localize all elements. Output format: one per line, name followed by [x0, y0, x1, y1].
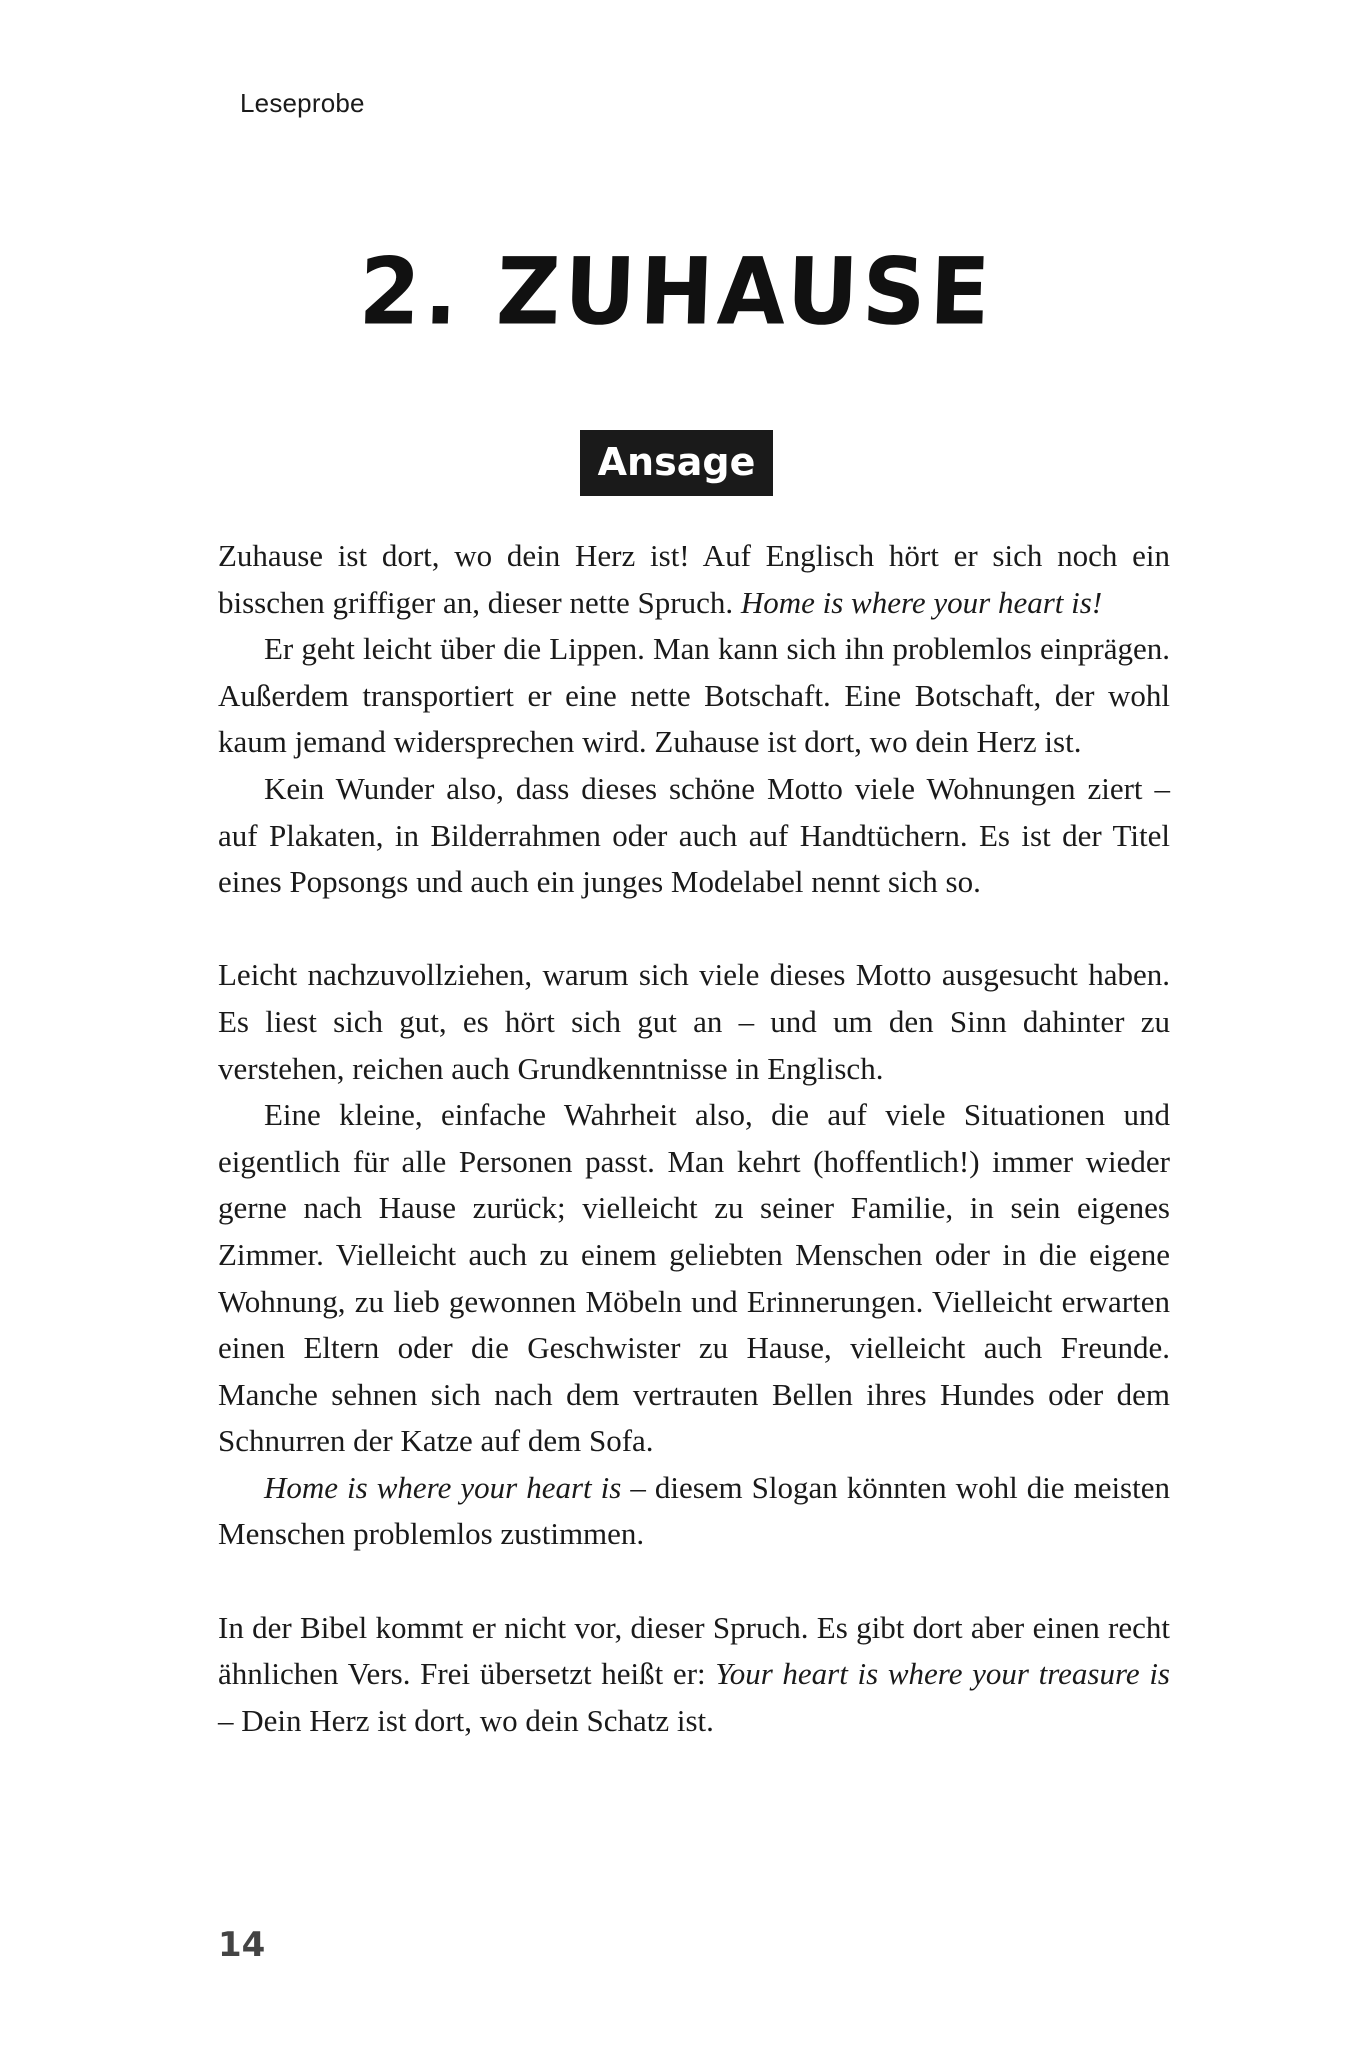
page-number: 14: [218, 1925, 266, 1965]
paragraph-7-text-end: – Dein Herz ist dort, wo dein Schatz ist.: [218, 1702, 714, 1738]
running-head: Leseprobe: [240, 88, 365, 118]
chapter-title: 2. ZUHAUSE: [357, 237, 996, 346]
paragraph-7-text: In der Bibel kommt er nicht vor, dieser Spruch. Es gibt dort aber einen recht ähnlichen Vers. Frei übersetzt heißt er:: [218, 1609, 1170, 1692]
paragraph-5: Eine kleine, einfache Wahrheit also, die auf viele Situationen und eigentlich für alle Personen passt. Man kehrt (hoffentlich!) immer wieder gerne nach Hause zurück; vielleicht zu seiner Familie, in sein eigenes Zimmer. Vielleicht auch zu einem geliebten Menschen oder in die eigene Wohnung, zu lieb gewonnen Möbeln und Erinnerungen. Vielleicht erwarten einen Eltern oder die Geschwister zu Hause, vielleicht auch Freunde. Manche sehnen sich nach dem vertrauten Bellen ihres Hundes oder dem Schnurren der Katze auf dem Sofa.: [218, 1097, 1170, 1459]
paragraph-7-emphasis: Your heart is where your treasure is: [715, 1656, 1170, 1692]
section-label-wrapper: [0, 430, 1353, 496]
body-text: [218, 533, 1170, 1744]
paragraph-2: Er geht leicht über die Lippen. Man kann sich ihn problemlos einprägen. Außerdem transportiert er eine nette Botschaft. Eine Botschaft, der wohl kaum jemand widersprechen wird. Zuhause ist dort, wo dein Herz ist.: [218, 631, 1170, 760]
paragraph-4: Leicht nachzuvollziehen, warum sich viele dieses Motto ausgesucht haben. Es liest sich gut, es hört sich gut an – und um den Sinn dahinter zu verstehen, reichen auch Grundkenntnisse in Englisch.: [218, 957, 1170, 1086]
paragraph-1: [218, 533, 1170, 626]
paragraph-6-text-end: – diesem Slogan könnten wohl die meisten Menschen problemlos zustimmen.: [218, 1469, 1170, 1552]
paragraph-7: [218, 1605, 1170, 1745]
paragraph-1-emphasis: Home is where your heart is!: [740, 584, 1103, 620]
paragraph-3: Kein Wunder also, dass dieses schöne Motto viele Wohnungen ziert – auf Plakaten, in Bilderrahmen oder auch auf Handtüchern. Es ist der Titel eines Popsongs und auch ein junges Modelabel nennt sich so.: [218, 770, 1170, 900]
paragraph-6: [218, 1465, 1170, 1558]
paragraph-6-emphasis: Home is where your heart is: [264, 1469, 622, 1505]
paragraph-1-text: Zuhause ist dort, wo dein Herz ist! Auf Englisch hört er sich noch ein bisschen griffiger an, dieser nette Spruch.: [218, 538, 1170, 620]
section-label: Ansage: [580, 430, 774, 496]
